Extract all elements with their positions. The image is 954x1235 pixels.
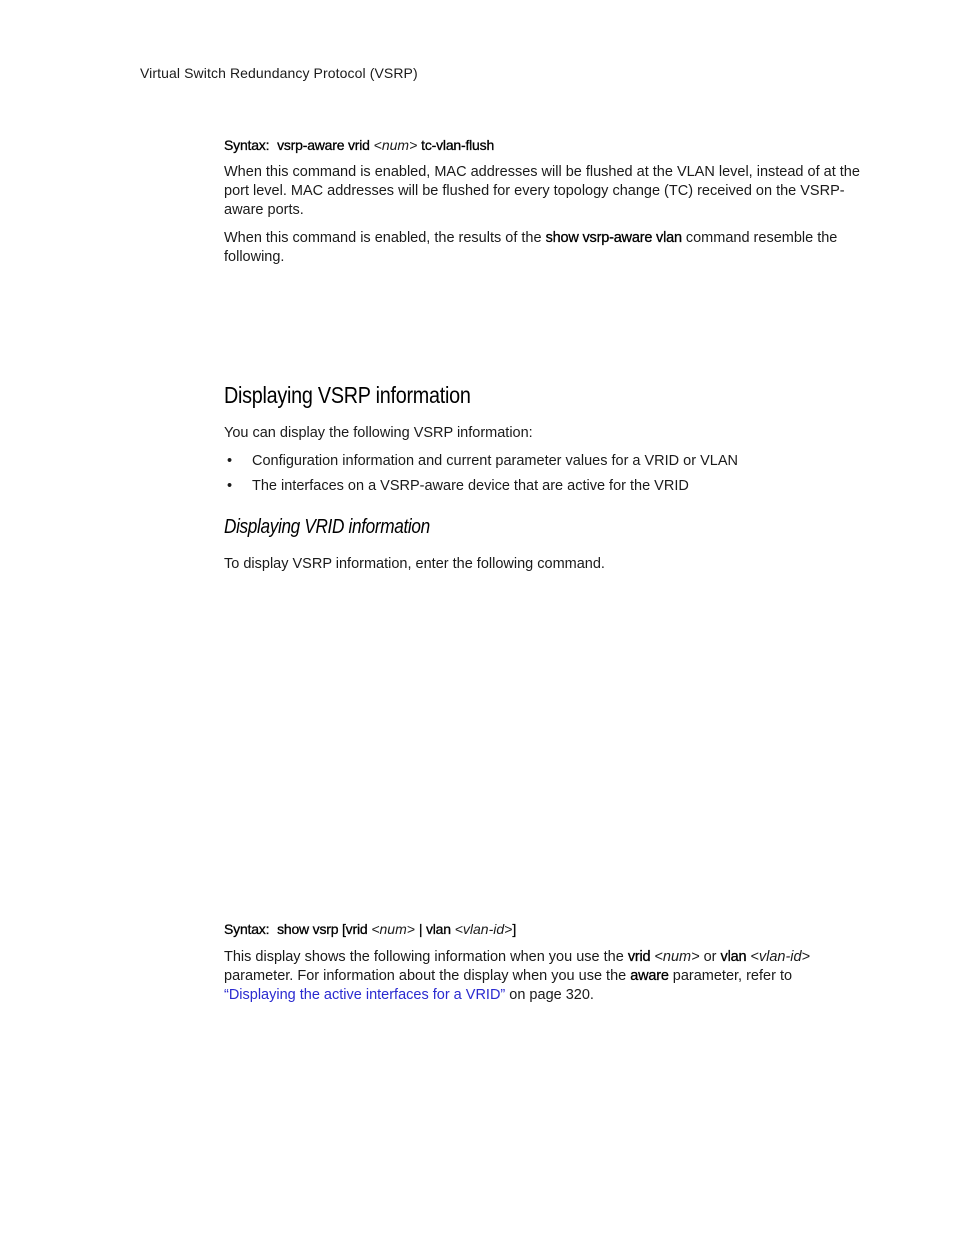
syntax-close: ] [512,921,517,937]
syntax-argument: <num> [373,137,418,153]
syntax-argument-num: <num> [371,921,415,937]
syntax-command-tail: tc-vlan-flush [421,137,495,153]
section-heading: Displaying VSRP information [224,382,471,408]
paragraph-text: or [699,949,721,965]
inline-command: show vsrp-aware vlan [545,230,682,246]
paragraph-text: on page 320. [505,987,594,1003]
inline-argument-num: <num> [654,949,700,965]
syntax-show-vsrp [224,921,516,937]
subsection-intro: To display VSRP information, enter the following command. [224,556,605,572]
list-item [224,477,738,502]
bullet-list [224,452,738,502]
syntax-command: vsrp-aware vrid [277,137,370,153]
bullet-icon: • [227,453,233,469]
subsection-heading: Displaying VRID information [224,516,430,538]
list-item-text: The interfaces on a VSRP-aware device that are active for the VRID [252,478,689,494]
inline-keyword-vlan: vlan [720,949,747,965]
cross-reference-link[interactable]: “Displaying the active interfaces for a VRID” [224,987,506,1003]
syntax-argument-vlan: <vlan-id> [454,921,513,937]
list-item [224,452,738,477]
bullet-icon: • [227,478,233,494]
paragraph-tc-flush-description: When this command is enabled, MAC addresses will be flushed at the VLAN level, instead of at the port level. MAC addresses will be flushed for every topology change (TC) received on the VSRP-aware ports. [224,164,860,218]
paragraph-text: This display shows the following information when you use the [224,949,628,965]
syntax-label: Syntax: [224,137,270,153]
paragraph-show-output-intro [224,229,872,267]
syntax-tc-vlan-flush [224,137,494,153]
running-header: Virtual Switch Redundancy Protocol (VSRP) [140,65,418,81]
paragraph-display-parameters [224,948,872,1005]
syntax-separator: | vlan [418,921,451,937]
paragraph-text: parameter, refer to [668,968,793,984]
section-intro: You can display the following VSRP information: [224,425,533,441]
paragraph-text: parameter. For information about the display when you use the [224,968,631,984]
paragraph-text: When this command is enabled, the results of the [224,230,546,246]
syntax-command: show vsrp [vrid [277,921,368,937]
inline-keyword-aware: aware [630,968,669,984]
list-item-text: Configuration information and current parameter values for a VRID or VLAN [252,453,738,469]
paragraph-text: command resemble the following. [224,230,838,265]
syntax-label: Syntax: [224,921,270,937]
inline-argument-vlan: <vlan-id> [750,949,811,965]
inline-keyword-vrid: vrid [627,949,651,965]
